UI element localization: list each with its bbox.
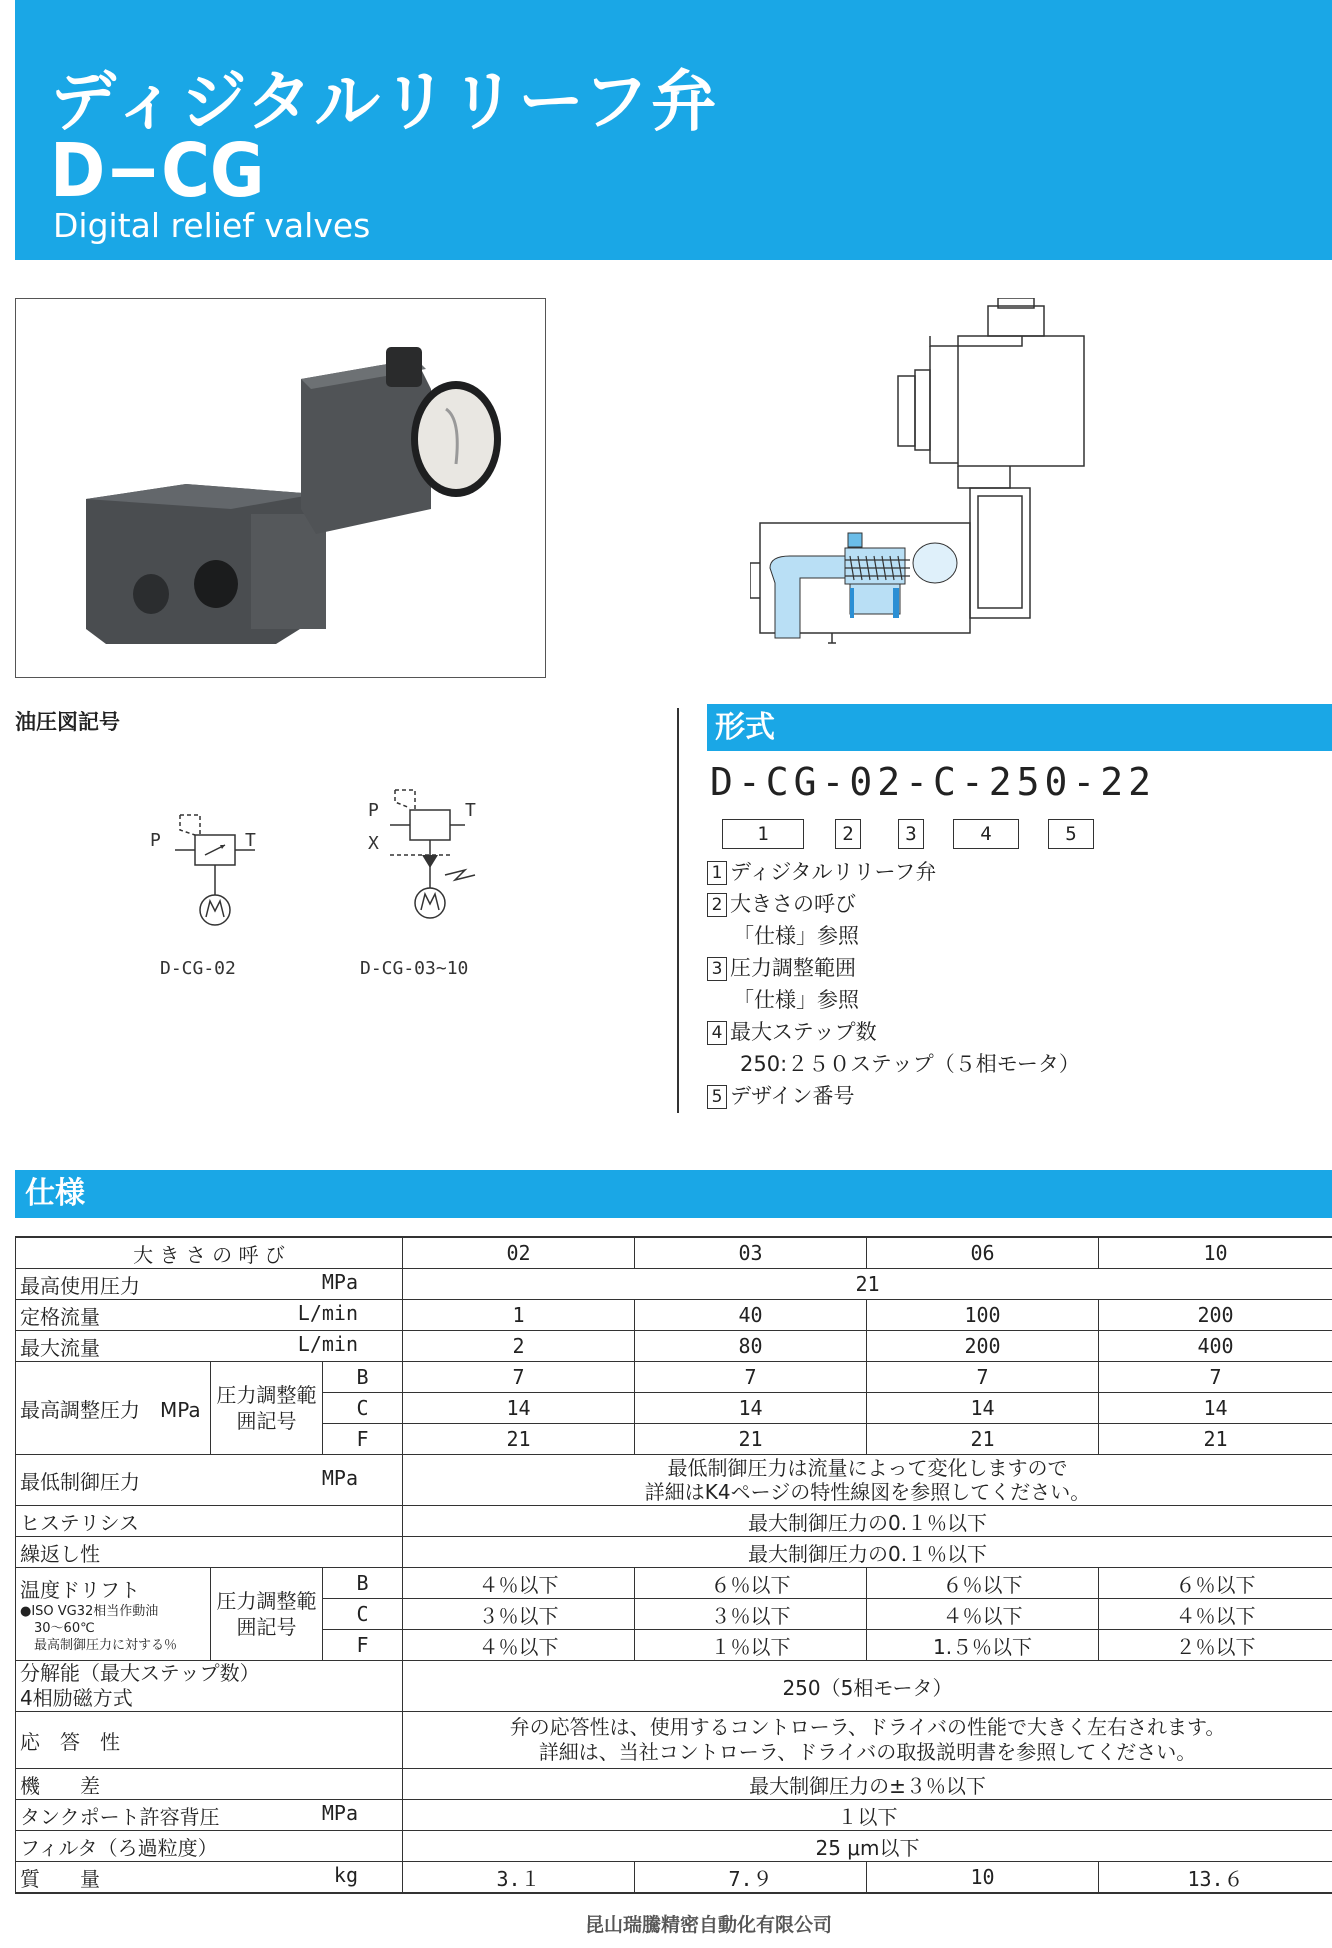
table-cell: ３％以下 — [635, 1599, 867, 1630]
table-row — [16, 1300, 1332, 1331]
response-label: 応 答 性 — [16, 1712, 403, 1769]
max-flow-02: 2 — [403, 1331, 635, 1362]
table-cell: 7 — [867, 1362, 1099, 1393]
table-cell: 7 — [1099, 1362, 1332, 1393]
symbol1-port-t: T — [245, 830, 256, 851]
drift-code-f: F — [323, 1630, 403, 1661]
table-row — [16, 1506, 1332, 1537]
max-flow-10: 400 — [1099, 1331, 1332, 1362]
size-06: 06 — [867, 1237, 1099, 1269]
mass-10: 13.６ — [1099, 1862, 1332, 1894]
table-cell: ４％以下 — [867, 1599, 1099, 1630]
legend-item-2: 2 大きさの呼び — [707, 888, 856, 920]
size-02: 02 — [403, 1237, 635, 1269]
adj-code-f: F — [323, 1424, 403, 1455]
table-cell: ４％以下 — [403, 1630, 635, 1661]
table-cell: 7 — [635, 1362, 867, 1393]
min-ctrl-pressure-value: 最低制御圧力は流量によって変化しますので 詳細はK4ページの特性線図を参照してください。 — [403, 1455, 1332, 1506]
spec-table — [15, 1236, 1332, 1894]
max-flow-03: 80 — [635, 1331, 867, 1362]
table-cell: 21 — [403, 1424, 635, 1455]
max-adj-sub-label: 圧力調整範囲記号 — [211, 1362, 323, 1455]
legend-item-3-sub: 「仕様」参照 — [733, 988, 859, 1012]
temp-drift-sub-label: 圧力調整範囲記号 — [211, 1568, 323, 1661]
machine-diff-value: 最大制御圧力の±３％以下 — [403, 1769, 1332, 1800]
product-photo — [15, 298, 546, 678]
position-box-5: 5 — [1048, 819, 1094, 849]
table-row — [16, 1362, 1332, 1393]
temp-drift-label: 温度ドリフト ●ISO VG32相当作動油 30〜60℃ 最高制御圧力に対する％ — [16, 1568, 211, 1661]
position-box-4: 4 — [953, 819, 1019, 849]
table-cell: ４％以下 — [403, 1568, 635, 1599]
table-row — [16, 1712, 1332, 1769]
table-cell: 14 — [635, 1393, 867, 1424]
max-flow-06: 200 — [867, 1331, 1099, 1362]
symbol2-port-x: X — [368, 833, 379, 854]
rated-flow-10: 200 — [1099, 1300, 1332, 1331]
table-cell: ６％以下 — [1099, 1568, 1332, 1599]
table-cell: 1.５％以下 — [867, 1630, 1099, 1661]
table-row — [16, 1862, 1332, 1894]
size-03: 03 — [635, 1237, 867, 1269]
filter-label: フィルタ（ろ過粒度） — [16, 1831, 403, 1862]
min-ctrl-pressure-label: 最低制御圧力 MPa — [16, 1455, 403, 1506]
max-pressure-label: 最高使用圧力 MPa — [16, 1269, 403, 1300]
table-row — [16, 1661, 1332, 1712]
model-code: D-CG-02-C-250-22 — [710, 760, 1157, 804]
tank-back-pressure-value: １以下 — [403, 1800, 1332, 1831]
table-row — [16, 1568, 1332, 1599]
table-cell: ３％以下 — [403, 1599, 635, 1630]
hydraulic-symbol-02 — [140, 795, 280, 935]
response-value: 弁の応答性は、使用するコントローラ、ドライバの性能で大きく左右されます。 詳細は、当社コントローラ、ドライバの取扱説明書を参照してください。 — [403, 1712, 1332, 1769]
table-cell: 14 — [1099, 1393, 1332, 1424]
symbol1-port-p: P — [150, 830, 161, 851]
table-row — [16, 1831, 1332, 1862]
table-cell: １％以下 — [635, 1630, 867, 1661]
legend-item-2-sub: 「仕様」参照 — [733, 924, 859, 948]
rated-flow-03: 40 — [635, 1300, 867, 1331]
cross-section-drawing — [750, 298, 1190, 668]
legend-item-3: 3 圧力調整範囲 — [707, 952, 856, 984]
table-cell: 14 — [403, 1393, 635, 1424]
rated-flow-06: 100 — [867, 1300, 1099, 1331]
resolution-label: 分解能（最大ステップ数） 4相励磁方式 — [16, 1661, 403, 1712]
position-box-2: 2 — [835, 819, 861, 849]
machine-diff-label: 機 差 — [16, 1769, 403, 1800]
model-code-heading: 形式 — [707, 704, 1332, 751]
mass-label: 質 量 kg — [16, 1862, 403, 1894]
english-title: Digital relief valves — [53, 206, 371, 245]
drift-code-b: B — [323, 1568, 403, 1599]
repeatability-value: 最大制御圧力の0.１％以下 — [403, 1537, 1332, 1568]
resolution-value: 250（5相モータ） — [403, 1661, 1332, 1712]
repeatability-label: 繰返し性 — [16, 1537, 403, 1568]
max-adj-pressure-label: 最高調整圧力 MPa — [16, 1362, 211, 1455]
hydraulic-symbol-heading: 油圧図記号 — [15, 710, 120, 734]
mass-03: 7.９ — [635, 1862, 867, 1894]
mass-02: 3.１ — [403, 1862, 635, 1894]
spec-heading: 仕様 — [15, 1170, 1332, 1218]
table-row — [16, 1237, 1332, 1269]
legend-item-5: 5 デザイン番号 — [707, 1080, 855, 1112]
symbol2-caption: D-CG-03~10 — [360, 958, 469, 979]
page-title: ディジタルリリーフ弁 — [50, 63, 719, 140]
max-pressure-value: 21 — [403, 1269, 1332, 1300]
filter-value: 25 μm以下 — [403, 1831, 1332, 1862]
symbol2-port-t: T — [465, 800, 476, 821]
tank-back-pressure-label: タンクポート許容背圧 MPa — [16, 1800, 403, 1831]
legend-item-4-sub: 250:２５０ステップ（５相モータ） — [740, 1052, 1080, 1076]
table-cell: 7 — [403, 1362, 635, 1393]
symbol2-port-p: P — [368, 800, 379, 821]
section-divider — [677, 708, 679, 1113]
table-cell: ４％以下 — [1099, 1599, 1332, 1630]
mass-06: 10 — [867, 1862, 1099, 1894]
table-row — [16, 1537, 1332, 1568]
rated-flow-02: 1 — [403, 1300, 635, 1331]
hysteresis-value: 最大制御圧力の0.１％以下 — [403, 1506, 1332, 1537]
table-cell: ２％以下 — [1099, 1630, 1332, 1661]
legend-item-1: 1 ディジタルリリーフ弁 — [707, 856, 936, 888]
size-label: 大 き さ の 呼 び — [16, 1237, 403, 1269]
position-box-3: 3 — [898, 819, 924, 849]
watermark: 昆山瑞騰精密自動化有限公司 — [585, 1914, 833, 1936]
table-cell: 14 — [867, 1393, 1099, 1424]
max-flow-label: 最大流量 L/min — [16, 1331, 403, 1362]
table-cell: 21 — [1099, 1424, 1332, 1455]
adj-code-b: B — [323, 1362, 403, 1393]
table-cell: ６％以下 — [867, 1568, 1099, 1599]
adj-code-c: C — [323, 1393, 403, 1424]
table-row — [16, 1800, 1332, 1831]
rated-flow-label: 定格流量 L/min — [16, 1300, 403, 1331]
position-box-1: 1 — [722, 819, 804, 849]
table-cell: 21 — [867, 1424, 1099, 1455]
size-10: 10 — [1099, 1237, 1332, 1269]
symbol1-caption: D-CG-02 — [160, 958, 236, 979]
table-row — [16, 1269, 1332, 1300]
model-title: D−CG — [50, 128, 265, 214]
table-row — [16, 1769, 1332, 1800]
legend-item-4: 4 最大ステップ数 — [707, 1016, 877, 1048]
table-row — [16, 1331, 1332, 1362]
table-cell: 21 — [635, 1424, 867, 1455]
table-row — [16, 1455, 1332, 1506]
hysteresis-label: ヒステリシス — [16, 1506, 403, 1537]
drift-code-c: C — [323, 1599, 403, 1630]
table-cell: ６％以下 — [635, 1568, 867, 1599]
